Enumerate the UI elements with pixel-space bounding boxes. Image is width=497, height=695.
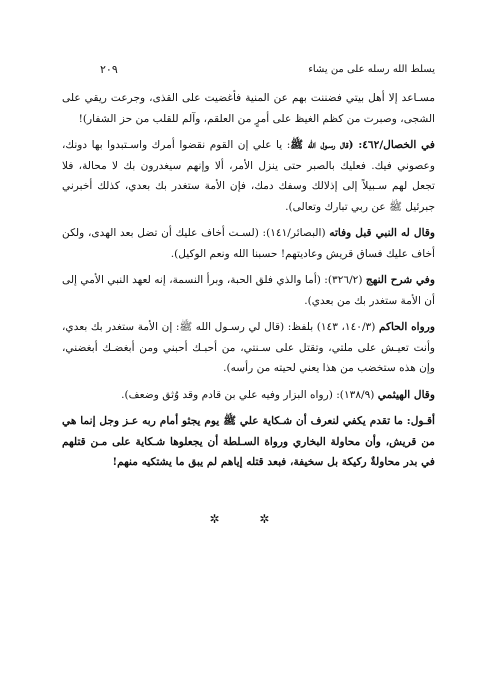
page-header [100, 60, 435, 78]
paragraph-7 [62, 411, 435, 473]
paragraph-lead: في الخصال/٤٦٢: (قال رسـول الله ﷺ [290, 139, 435, 151]
paragraph-text: مسـاعد إلا أهل بيتي فضننت بهم عن المنية فأغضيت على القذى، وجرعت ريقي على الشجى، وصبرت من كظم الغيظ على أمرٍ من العلقم، وآلم للقلب من حز الشفار)! [62, 92, 435, 125]
paragraph-text: : يا علي إن القوم نقضوا أمرك واسـتبدوا بها دونك، وعصوني فيك. فعليك بالصبر حتى ينزل الأمر، ألا وإنهم سيغدرون بك لا محالة، فلا تجعل لهم سـبيلاً إلى إذلالك وسفك دمك، فإن الأمة ستغدر بك بعدي، كذلك أخبرني جبرئيل ﷺ عن ربي تبارك وتعالى). [62, 139, 435, 213]
paragraph-lead: وفي شرح النهج [365, 274, 435, 286]
paragraph-lead: وقال الهيثمي [377, 388, 435, 401]
paragraph-text: (١٣٨/٩): (رواه البزار وفيه علي بن قادم وقد وُثق وضعف). [121, 388, 378, 401]
paragraph-6 [62, 385, 435, 406]
paragraph-text: (١٤٠/٣، ١٤٣) بلفظ: (قال لي رسـول الله ﷺ: إن الأمة ستغدر بك بعدي، وأنت تعيـش على ملتي، وتقتل على سـنتي، من أحبـك أحبني ومن أبغضـك أبغضني، وإن هذه ستخضب من هذا يعني لحيته من رأسه). [62, 321, 435, 374]
paragraph-text: (البصائر/١٤١): (لسـت أخاف عليك أن تضل بعد الهدى، ولكن أخاف عليك فساق قريش وعاديتهم! حسبنا الله ونعم الوكيل). [62, 227, 435, 260]
paragraph-1 [62, 88, 435, 129]
running-title: يسلط الله رسله على من يشاء [308, 63, 435, 75]
main-text [62, 88, 435, 477]
paragraph-lead: وقال له النبي قبل وفاته [329, 227, 435, 239]
paragraph-2 [62, 135, 435, 217]
paragraph-4 [62, 270, 435, 311]
paragraph-3 [62, 223, 435, 264]
page-number: ٢٠٩ [100, 62, 118, 76]
section-end-ornament-icon: ✲ ✲ [209, 512, 288, 526]
paragraph-text: (٣٢٦/٢): (أما والذي فلق الحبة، وبرأ النسمة، إنه لعهد النبي الأمي إلى أن الأمة ستغدر بك من بعدي). [62, 274, 435, 307]
paragraph-text: أقـول: ما تقدم يكفي لنعرف أن شـكاية علي ﷺ يوم يجثو أمام ربه عـز وجل إنما هي من قريش، وأن محاولة البخاري ورواة السـلطة أن يجعلوها شـكاية على مـن قتلهم في بدر محاولةٌ ركيكة بل سخيفة، فبعد قتله إياهم لم يبق ما يشتكيه منهم! [62, 415, 435, 468]
paragraph-5 [62, 317, 435, 379]
paragraph-lead: ورواه الحاكم [378, 321, 435, 333]
